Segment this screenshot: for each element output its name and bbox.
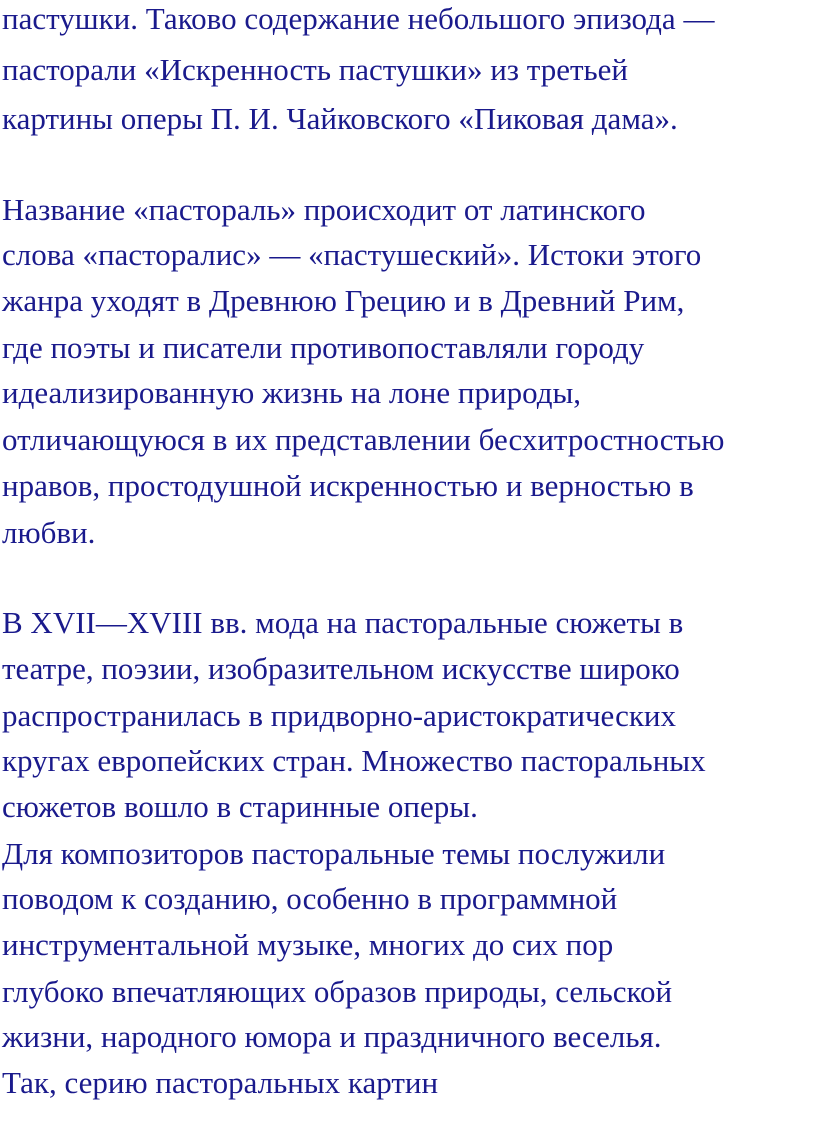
text-line: любви. [2, 515, 96, 550]
text-line: жизни, народного юмора и праздничного веселья. [2, 1019, 662, 1054]
text-line: нравов, простодушной искренностью и верностью в [2, 468, 694, 503]
text-line: Название «пастораль» происходит от латинского [2, 192, 646, 227]
text-line: театре, поэзии, изобразительном искусстве широко [2, 651, 680, 686]
text-line: глубоко впечатляющих образов природы, сельской [2, 974, 673, 1009]
text-line: инструментальной музыке, многих до сих пор [2, 927, 614, 962]
text-line: отличающуюся в их представлении бесхитростностью [2, 422, 725, 457]
text-line: пасторали «Искренность пастушки» из третьей [2, 52, 629, 87]
text-line: пастушки. Таково содержание небольшого эпизода — [2, 1, 715, 36]
text-line: поводом к созданию, особенно в программной [2, 881, 618, 916]
text-line: кругах европейских стран. Множество пасторальных [2, 743, 706, 778]
text-line: Для композиторов пасторальные темы послужили [2, 836, 666, 871]
text-line: распространилась в придворно-аристократических [2, 698, 676, 733]
text-line: Так, серию пасторальных картин [2, 1065, 439, 1100]
text-line: жанра уходят в Древнюю Грецию и в Древний Рим, [2, 283, 685, 318]
text-line: слова «пасторалис» — «пастушеский». Истоки этого [2, 237, 702, 272]
text-line: где поэты и писатели противопоставляли городу [2, 330, 645, 365]
text-line: В XVII—XVIII вв. мода на пасторальные сюжеты в [2, 605, 684, 640]
text-line: идеализированную жизнь на лоне природы, [2, 375, 582, 410]
text-line: сюжетов вошло в старинные оперы. [2, 789, 478, 824]
text-line: картины оперы П. И. Чайковского «Пиковая дама». [2, 101, 678, 136]
